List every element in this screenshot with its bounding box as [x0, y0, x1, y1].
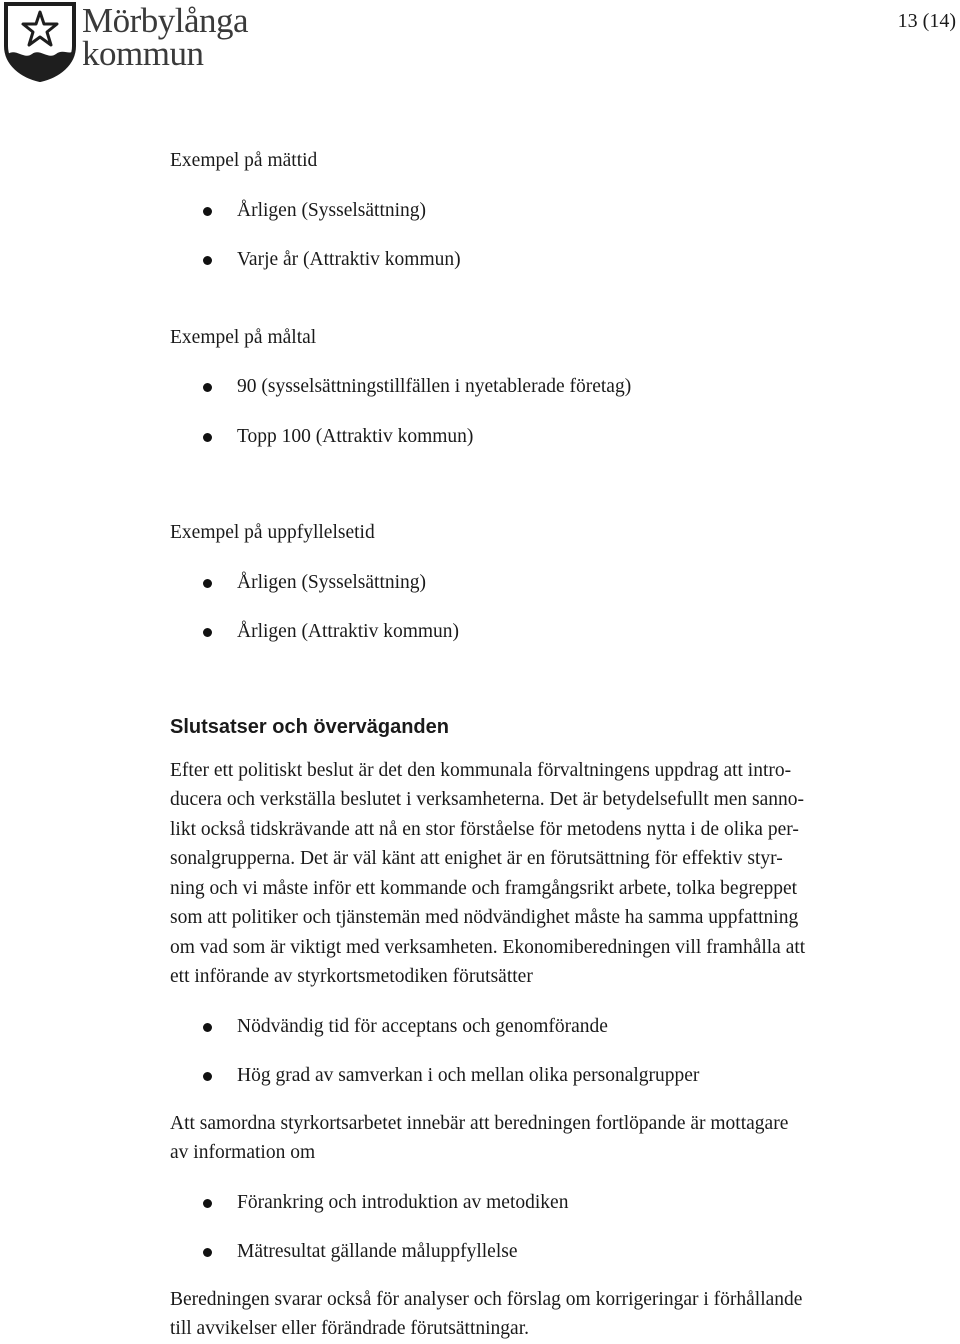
list-item — [170, 568, 900, 598]
list-item-text: Årligen (Sysselsättning) — [237, 199, 427, 221]
paragraph-line: av information om — [170, 1142, 316, 1163]
page-number: 13 (14) — [897, 10, 956, 32]
list-item — [170, 1012, 900, 1042]
bullet-icon — [203, 579, 212, 588]
list-slutsatser — [170, 1012, 900, 1091]
paragraph-line: sonalgrupperna. Det är väl känt att enighet är en förutsättning för effektiv styr- — [170, 848, 783, 869]
paragraph-line: ning och vi måste inför ett kommande och framgångsrikt arbete, tolka begreppet — [170, 877, 798, 899]
list-item-text: Förankring och introduktion av metodiken — [237, 1191, 569, 1213]
bullet-icon — [203, 207, 212, 216]
paragraph-beredningen — [170, 1285, 900, 1344]
list-item — [170, 196, 900, 226]
bullet-icon — [203, 256, 212, 265]
list-mattid — [170, 196, 900, 275]
list-item-text: Årligen (Attraktiv kommun) — [237, 621, 460, 642]
bullet-icon — [203, 383, 212, 392]
list-uppfyllelsetid — [170, 568, 900, 647]
section-heading: Slutsatser och överväganden — [170, 715, 449, 738]
logo-line-2: kommun — [82, 34, 204, 73]
paragraph-line: om vad som är viktigt med verksamheten. Ekonomiberedningen vill framhålla att — [170, 936, 806, 958]
list-item — [170, 1188, 900, 1218]
coat-of-arms-icon — [2, 2, 78, 82]
list-item-text: Topp 100 (Attraktiv kommun) — [237, 425, 474, 447]
bullet-icon — [203, 1199, 212, 1208]
paragraph-line: till avvikelser eller förändrade förutsättningar. — [170, 1318, 529, 1339]
paragraph-line: ett införande av styrkortsmetodiken förutsätter — [170, 966, 533, 987]
page-header — [0, 0, 960, 90]
bullet-icon — [203, 1023, 212, 1032]
paragraph-slutsatser — [170, 756, 900, 992]
list-item-text: 90 (sysselsättningstillfällen i nyetablerade företag) — [237, 376, 632, 397]
paragraph-line: Att samordna styrkortsarbetet innebär att beredningen fortlöpande är mottagare — [170, 1112, 789, 1134]
list-item-text: Varje år (Attraktiv kommun) — [237, 249, 461, 270]
section-title-maltal: Exempel på måltal — [170, 326, 317, 348]
paragraph-line: likt också tidskrävande att nå en stor förståelse för metodens nytta i de olika per- — [170, 818, 799, 840]
list-item-text: Årligen (Sysselsättning) — [237, 571, 427, 593]
list-item-text: Hög grad av samverkan i och mellan olika personalgrupper — [237, 1065, 700, 1086]
list-item — [170, 617, 900, 647]
paragraph-samordna — [170, 1109, 900, 1168]
list-item — [170, 245, 900, 275]
list-samordna — [170, 1188, 900, 1267]
list-maltal — [170, 372, 900, 451]
list-item — [170, 1237, 900, 1267]
section-title-uppfyllelsetid: Exempel på uppfyllelsetid — [170, 522, 375, 543]
bullet-icon — [203, 628, 212, 637]
bullet-icon — [203, 1072, 212, 1081]
municipality-logo — [2, 2, 252, 82]
list-item — [170, 372, 900, 402]
logo-line-1: Mörbylånga — [82, 1, 249, 40]
list-item-text: Mätresultat gällande måluppfyllelse — [237, 1241, 518, 1262]
list-item-text: Nödvändig tid för acceptans och genomförande — [237, 1015, 608, 1037]
bullet-icon — [203, 1248, 212, 1257]
paragraph-line: ducera och verkställa beslutet i verksamheterna. Det är betydelsefullt men sanno- — [170, 789, 805, 810]
list-item — [170, 1061, 900, 1091]
document-body — [170, 146, 900, 1344]
section-title-mattid: Exempel på mättid — [170, 150, 318, 171]
logo-wordmark — [82, 1, 249, 73]
paragraph-line: Beredningen svarar också för analyser och förslag om korrigeringar i förhållande — [170, 1288, 803, 1310]
paragraph-line: Efter ett politiskt beslut är det den kommunala förvaltningens uppdrag att intro- — [170, 759, 792, 781]
paragraph-line: som att politiker och tjänstemän med nödvändighet måste ha samma uppfattning — [170, 907, 799, 928]
bullet-icon — [203, 433, 212, 442]
list-item — [170, 422, 900, 452]
